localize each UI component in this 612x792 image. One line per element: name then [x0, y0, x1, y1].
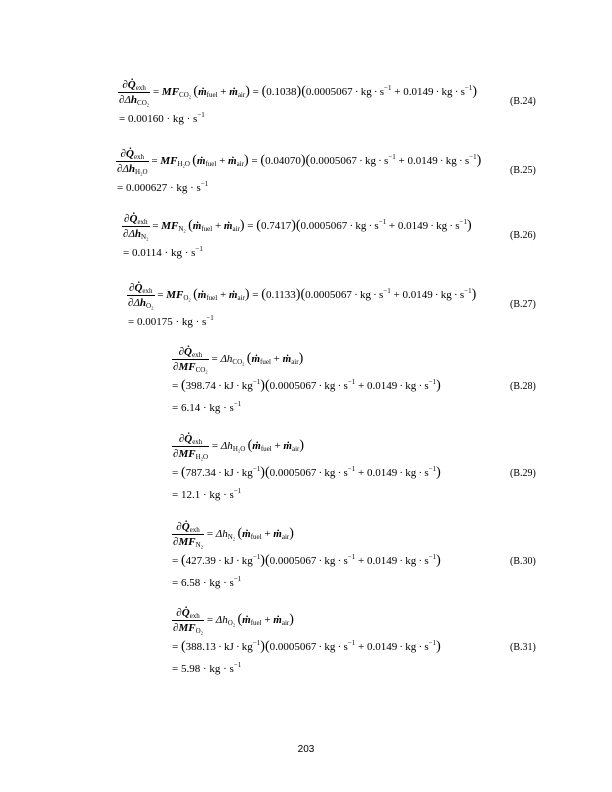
equation-expression: $\frac{\partial Q̇_{exh}}{\partial\Delta h_{N_2}}$ = $MF_{N_2}$ (ṁ$_{fuel}$ + ṁ$_{air}$) = (0.7417)(0.0005067 · kg · $s^{-1} + 0.0149$ · kg · $s^{-1}$)	[123, 213, 472, 241]
equation-expression: $\frac{\partial Q̇_{exh}}{\partial\Delta h_{CO_2}}$ = $MF_{CO_2}$ (ṁ$_{fuel}$ + ṁ$_{air}$) = (0.1038)(0.0005067 · kg · $s^{-1} + 0.0149$ · kg · $s^{-1}$)	[119, 79, 477, 107]
equation-result: = 6.14 · kg · $s^{-1}$	[172, 400, 242, 414]
equation-number: (B.29)	[510, 468, 536, 479]
equation-result: = 0.00160 · kg · $s^{-1}$	[119, 111, 205, 125]
equation-result: = 12.1 · kg · $s^{-1}$	[172, 487, 242, 501]
equation-number: (B.31)	[510, 642, 536, 653]
equation-result: = 0.00175 · kg · $s^{-1}$	[128, 314, 214, 328]
equation-number: (B.28)	[510, 381, 536, 392]
equation-result: = 0.0114 · kg · $s^{-1}$	[123, 245, 203, 259]
equation-expression: $\frac{\partial Q̇_{exh}}{\partial\Delta h_{H_2O}}$ = $MF_{H_2O}$ (ṁ$_{fuel}$ + ṁ$_{air}$) = (0.04070)(0.0005067 · kg · $s^{-1} + 0.0149$ · kg · $s^{-1}$)	[117, 148, 482, 176]
equation-result: = 6.58 · kg · $s^{-1}$	[172, 575, 242, 589]
equation-number: (B.26)	[510, 230, 536, 241]
equation-number: (B.25)	[510, 165, 536, 176]
equation-result: = 0.000627 · kg · $s^{-1}$	[117, 180, 209, 194]
equation-number: (B.30)	[510, 556, 536, 567]
equation-number: (B.27)	[510, 299, 536, 310]
equation-product: = (398.74 · kJ · $kg^{-1})(0.0005067$ · kg · $s^{-1} + 0.0149$ · kg · $s^{-1}$)	[172, 378, 441, 393]
equation-expression: $\frac{\partial Q̇_{exh}}{\partial MF_{H_2O}}$ = $\Delta h_{H_2O}$ (ṁ$_{fuel}$ + ṁ$_{air}$)	[173, 433, 305, 461]
page-number: 203	[297, 744, 315, 755]
equation-result: = 5.98 · kg · $s^{-1}$	[172, 661, 242, 675]
equation-expression: $\frac{\partial Q̇_{exh}}{\partial MF_{N_2}}$ = $\Delta h_{N_2}$ (ṁ$_{fuel}$ + ṁ$_{air}$)	[173, 521, 294, 549]
equation-expression: $\frac{\partial Q̇_{exh}}{\partial MF_{CO_2}}$ = $\Delta h_{CO_2}$ (ṁ$_{fuel}$ + ṁ$_{air}$)	[173, 346, 304, 374]
equation-number: (B.24)	[510, 96, 536, 107]
equation-product: = (388.13 · kJ · $kg^{-1})(0.0005067$ · kg · $s^{-1} + 0.0149$ · kg · $s^{-1}$)	[172, 639, 441, 654]
equation-product: = (427.39 · kJ · $kg^{-1})(0.0005067$ · kg · $s^{-1} + 0.0149$ · kg · $s^{-1}$)	[172, 553, 441, 568]
equation-product: = (787.34 · kJ · $kg^{-1})(0.0005067$ · kg · $s^{-1} + 0.0149$ · kg · $s^{-1}$)	[172, 465, 441, 480]
equation-expression: $\frac{\partial Q̇_{exh}}{\partial MF_{O_2}}$ = $\Delta h_{O_2}$ (ṁ$_{fuel}$ + ṁ$_{air}$)	[173, 607, 294, 635]
equation-expression: $\frac{\partial Q̇_{exh}}{\partial\Delta h_{O_2}}$ = $MF_{O_2}$ (ṁ$_{fuel}$ + ṁ$_{air}$) = (0.1133)(0.0005067 · kg · $s^{-1} + 0.0149$ · kg · $s^{-1}$)	[128, 282, 477, 310]
